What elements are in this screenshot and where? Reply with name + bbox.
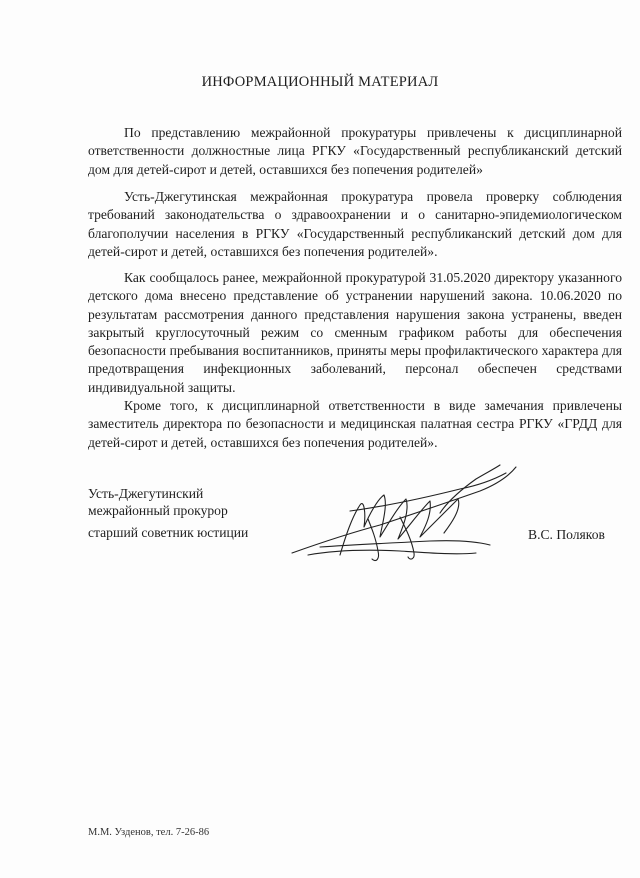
paragraph-results: Как сообщалось ранее, межрайонной прокуратурой 31.05.2020 директору указанного детского дома внесено представление об устранении нарушений закона. 10.06.2020 по результатам рассмотрения данного представления нарушения закона устранены, введен закрытый круглосуточный режим со сменным графиком работы для обеспечения безопасности пребывания воспитанников, приняты меры профилактического характера для предотвращения инфекционных заболеваний, персонал обеспечен средствами индивидуальной защиты. <box>88 270 622 395</box>
signatory-rank: старший советник юстиции <box>88 525 249 540</box>
signatory-position-line2: межрайонный прокурор <box>88 502 228 518</box>
signatory-name: В.С. Поляков <box>528 527 605 542</box>
document-title: ИНФОРМАЦИОННЫЙ МАТЕРИАЛ <box>201 74 439 90</box>
signatory-position <box>88 486 228 519</box>
contact-footer: М.М. Узденов, тел. 7-26-86 <box>88 827 210 838</box>
paragraph-inspection: Усть-Джегутинская межрайонная прокуратура провела проверку соблюдения требований законодательства о здравоохранении и о санитарно-эпидемиологическом благополучии населения в РГКУ «Государственный республиканский детский дом для детей-сирот и детей, оставшихся без попечения родителей». <box>88 189 622 259</box>
paragraph-disciplinary: Кроме того, к дисциплинарной ответственности в виде замечания привлечены заместитель директора по безопасности и медицинская палатная сестра РГКУ «ГРДД для детей-сирот и детей, оставшихся без попечения родителей». <box>88 398 622 450</box>
signatory-position-line1: Усть-Джегутинский <box>88 486 204 501</box>
paragraph-lead: По представлению межрайонной прокуратуры привлечены к дисциплинарной ответственности должностные лица РГКУ «Государственный республиканский детский дом для детей-сирот и детей, оставшихся без попечения родителей» <box>88 125 622 177</box>
handwritten-signature <box>280 455 540 575</box>
